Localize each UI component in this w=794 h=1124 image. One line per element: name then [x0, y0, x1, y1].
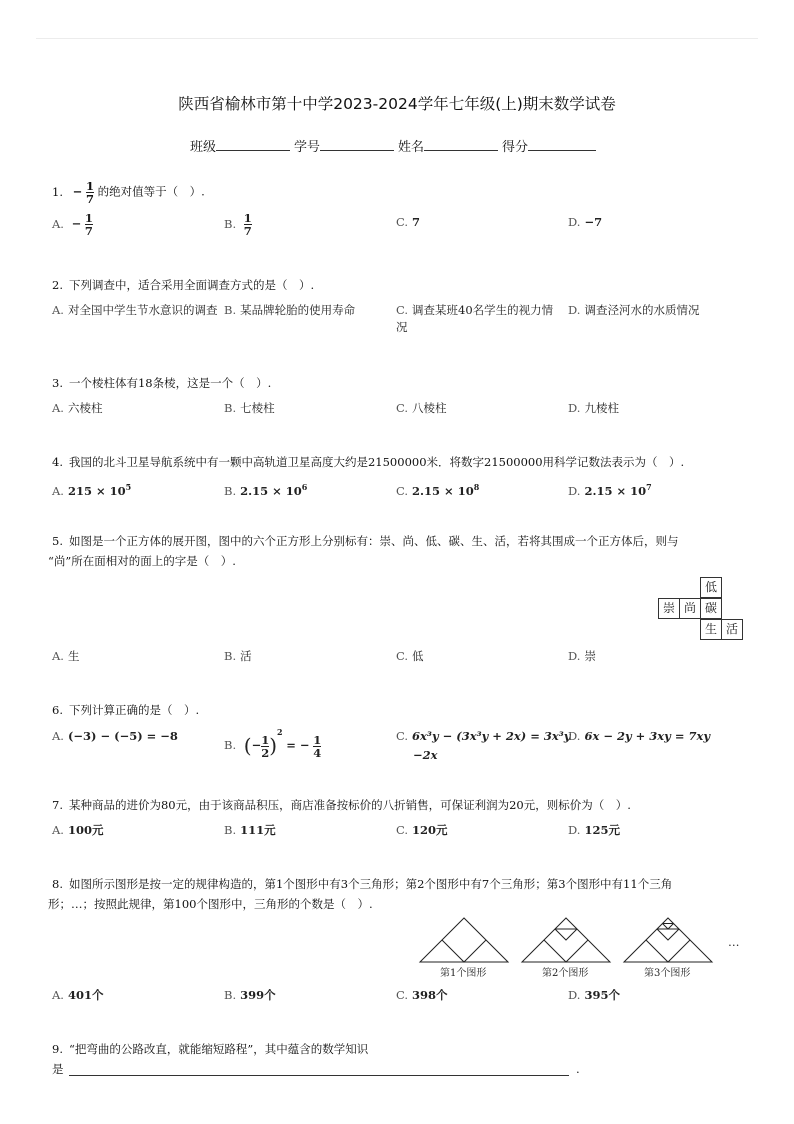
- option-letter: D.: [568, 649, 581, 663]
- option-c[interactable]: [396, 822, 448, 839]
- option-b[interactable]: [224, 400, 275, 417]
- denominator: 7: [243, 224, 252, 238]
- ellipsis: …: [728, 935, 740, 949]
- sign: −: [251, 738, 262, 752]
- question-7: [52, 797, 752, 813]
- option-letter: A.: [52, 729, 64, 743]
- exponent: 2: [277, 727, 283, 737]
- figure-caption: 第3个图形: [644, 968, 691, 979]
- option-b[interactable]: [224, 302, 392, 319]
- period: .: [576, 1062, 580, 1076]
- option-a[interactable]: [52, 728, 178, 745]
- option-letter: B.: [224, 216, 237, 231]
- option-a[interactable]: [52, 400, 102, 417]
- class-label: 班级: [190, 140, 217, 155]
- option-letter: D.: [568, 483, 581, 498]
- answer-blank[interactable]: [69, 1075, 569, 1076]
- question-4: [52, 454, 752, 470]
- option-text: 调查某班40名学生的视力情况: [396, 303, 554, 334]
- option-exponent: 8: [473, 482, 480, 492]
- cube-face: 活: [721, 619, 743, 640]
- option-letter: D.: [568, 401, 581, 415]
- option-letter: A.: [52, 216, 64, 231]
- option-a[interactable]: [52, 648, 79, 665]
- question-text: 如图所示图形是按一定的规律构造的，第1个图形中有3个三角形；第2个图形中有7个三角形；第3个图形中有11个三角: [68, 877, 673, 891]
- option-d[interactable]: [568, 214, 602, 231]
- option-base: 2.15 × 10: [584, 483, 647, 498]
- question-text: 某种商品的进价为80元，由于该商品积压，商店准备按标价的八折销售，可保证利润为20元，则标价为（ ）.: [68, 798, 631, 812]
- option-text: 八棱柱: [412, 401, 447, 415]
- option-text: 395个: [584, 988, 620, 1002]
- option-letter: C.: [396, 215, 409, 229]
- option-base: 215 × 10: [67, 483, 126, 498]
- option-text: 125元: [584, 823, 620, 837]
- option-exponent: 7: [646, 482, 652, 492]
- header-rule: [36, 38, 758, 39]
- option-text: 七棱柱: [240, 401, 275, 415]
- question-number: 8.: [52, 877, 63, 891]
- option-letter: B.: [224, 823, 237, 837]
- option-letter: A.: [52, 988, 64, 1002]
- option-a[interactable]: [52, 302, 220, 319]
- option-text: 401个: [67, 988, 104, 1002]
- sign: −: [72, 184, 83, 199]
- cube-face: 碳: [700, 598, 722, 619]
- question-text: 我国的北斗卫星导航系统中有一颗中高轨道卫星高度大约是21500000米．将数字21500000用科学记数法表示为（ ）.: [68, 455, 685, 469]
- cube-face: 尚: [679, 598, 701, 619]
- denominator: 7: [85, 192, 94, 206]
- id-label: 学号: [294, 140, 321, 155]
- option-letter: D.: [568, 729, 581, 743]
- option-a[interactable]: [52, 822, 103, 839]
- question-number: 3.: [52, 376, 63, 390]
- question-text-line2: 是: [52, 1062, 64, 1076]
- cube-face: 低: [700, 577, 722, 598]
- option-text: 低: [412, 649, 424, 663]
- triangle-figure-1: [418, 914, 510, 964]
- option-b[interactable]: [224, 822, 276, 839]
- option-d[interactable]: [568, 648, 596, 665]
- denominator: 7: [84, 224, 93, 238]
- figure-caption: 第1个图形: [440, 968, 487, 979]
- question-text-line2: 形；…；按照此规律，第100个图形中，三角形的个数是（ ）.: [48, 897, 373, 911]
- question-number: 4.: [52, 455, 63, 469]
- option-text: 活: [240, 649, 252, 663]
- score-label: 得分: [502, 140, 529, 155]
- option-letter: B.: [224, 649, 237, 663]
- score-blank[interactable]: [528, 136, 596, 151]
- numerator: 1: [243, 211, 252, 225]
- question-1: [52, 180, 205, 205]
- option-letter: B.: [224, 303, 237, 317]
- option-exponent: 5: [125, 482, 132, 492]
- option-d[interactable]: [568, 987, 620, 1004]
- option-letter: B.: [224, 738, 237, 752]
- option-text: 六棱柱: [67, 401, 103, 415]
- question-text: 如图是一个正方体的展开图，图中的六个正方形上分别标有：崇、尚、低、碳、生、活，若将其围成一个正方体后，则与: [68, 534, 679, 548]
- option-c[interactable]: [396, 302, 562, 336]
- option-base: 2.15 × 10: [240, 483, 302, 498]
- numerator: 1: [261, 732, 270, 747]
- option-c[interactable]: [396, 214, 420, 231]
- student-info-row: [190, 136, 600, 155]
- question-number: 6.: [52, 703, 63, 717]
- option-text: 生: [67, 649, 80, 663]
- option-letter: D.: [568, 303, 581, 317]
- question-6: [52, 702, 199, 718]
- option-b[interactable]: [224, 648, 252, 665]
- option-letter: A.: [52, 303, 64, 317]
- option-c[interactable]: [396, 728, 570, 764]
- option-c[interactable]: [396, 400, 447, 417]
- option-letter: D.: [568, 215, 581, 229]
- option-a[interactable]: [52, 479, 131, 500]
- question-3: [52, 375, 271, 391]
- question-2: [52, 277, 314, 293]
- fraction: [85, 212, 93, 237]
- left-paren: (: [243, 733, 252, 758]
- numerator: 1: [84, 211, 93, 225]
- option-text: 九棱柱: [584, 401, 619, 415]
- option-a[interactable]: [52, 212, 93, 237]
- option-letter: B.: [224, 401, 237, 415]
- option-text: 6x³y − (3x³y + 2x) = 3x³y: [412, 729, 571, 743]
- option-d[interactable]: [568, 728, 710, 745]
- option-text: 崇: [584, 649, 596, 663]
- option-text: 6x − 2y + 3xy = 7xy: [584, 729, 711, 743]
- numerator: 1: [313, 732, 322, 747]
- option-letter: C.: [396, 823, 409, 837]
- option-text: 调查泾河水的水质情况: [584, 303, 700, 317]
- option-text: 120元: [412, 823, 448, 837]
- option-text: −7: [584, 215, 603, 229]
- option-letter: C.: [396, 401, 409, 415]
- cube-face: 崇: [658, 598, 680, 619]
- option-text: 398个: [412, 988, 448, 1002]
- option-letter: B.: [224, 483, 237, 498]
- option-letter: A.: [52, 649, 64, 663]
- option-text: 对全国中学生节水意识的调查: [67, 303, 218, 317]
- page-title: 陕西省榆林市第十中学2023-2024学年七年级(上)期末数学试卷: [178, 95, 616, 113]
- option-b[interactable]: [224, 479, 307, 500]
- option-b[interactable]: [224, 212, 252, 237]
- option-text: 某品牌轮胎的使用寿命: [240, 303, 356, 317]
- figure-caption: 第2个图形: [542, 968, 589, 979]
- question-number: 2.: [52, 278, 63, 292]
- option-letter: A.: [52, 823, 64, 837]
- option-c[interactable]: [396, 479, 479, 500]
- option-exponent: 6: [301, 482, 308, 492]
- question-text: 下列调查中，适合采用全面调查方式的是（ ）.: [68, 278, 315, 292]
- name-blank[interactable]: [424, 136, 498, 151]
- option-letter: C.: [396, 483, 409, 498]
- sign: −: [71, 216, 82, 231]
- option-text: 100元: [67, 823, 104, 837]
- cube-net-figure: [658, 577, 742, 639]
- option-b[interactable]: [224, 724, 321, 759]
- equals-sign: = −: [286, 738, 310, 752]
- name-label: 姓名: [398, 140, 425, 155]
- question-text: 下列计算正确的是（ ）.: [68, 703, 200, 717]
- question-number: 5.: [52, 534, 63, 548]
- option-base: 2.15 × 10: [412, 483, 474, 498]
- option-d[interactable]: [568, 400, 619, 417]
- id-blank[interactable]: [320, 136, 394, 151]
- fraction: [244, 212, 252, 237]
- option-letter: B.: [224, 988, 237, 1002]
- option-text: 111元: [240, 823, 276, 837]
- option-letter: C.: [396, 729, 409, 743]
- option-a[interactable]: [52, 987, 103, 1004]
- option-text: 399个: [240, 988, 276, 1002]
- question-text: “把弯曲的公路改直，就能缩短路程”，其中蕴含的数学知识: [68, 1042, 369, 1056]
- option-text: 7: [412, 215, 421, 229]
- question-text-line2: “尚”所在面相对的面上的字是（ ）.: [48, 554, 236, 568]
- option-letter: A.: [52, 401, 64, 415]
- question-8: [48, 876, 752, 912]
- question-text: 一个棱柱体有18条棱，这是一个（ ）.: [68, 376, 272, 390]
- option-d[interactable]: [568, 822, 620, 839]
- cube-face: 生: [700, 619, 722, 640]
- right-paren: ): [269, 733, 278, 758]
- option-letter: D.: [568, 823, 581, 837]
- option-letter: C.: [396, 303, 409, 317]
- option-d[interactable]: [568, 479, 652, 500]
- option-letter: C.: [396, 988, 409, 1002]
- question-5: [48, 533, 752, 569]
- option-text-line2: −2x: [413, 748, 438, 762]
- question-number: 7.: [52, 798, 63, 812]
- option-c[interactable]: [396, 648, 424, 665]
- class-blank[interactable]: [216, 136, 290, 151]
- denominator: 2: [261, 745, 270, 760]
- option-letter: A.: [52, 483, 64, 498]
- numerator: 1: [85, 179, 94, 193]
- option-letter: C.: [396, 649, 409, 663]
- question-9: [52, 1041, 752, 1077]
- triangle-figure-2: [520, 914, 612, 964]
- option-letter: D.: [568, 988, 581, 1002]
- option-d[interactable]: [568, 302, 738, 319]
- option-c[interactable]: [396, 987, 448, 1004]
- option-b[interactable]: [224, 987, 276, 1004]
- fraction: [86, 180, 94, 205]
- question-number: 9.: [52, 1042, 63, 1056]
- question-text: 的绝对值等于（ ）.: [97, 184, 205, 199]
- question-number: 1.: [52, 184, 63, 199]
- fraction: [313, 734, 321, 759]
- triangle-figure-3: [622, 914, 714, 964]
- option-text: (−3) − (−5) = −8: [67, 729, 178, 743]
- denominator: 4: [313, 745, 322, 760]
